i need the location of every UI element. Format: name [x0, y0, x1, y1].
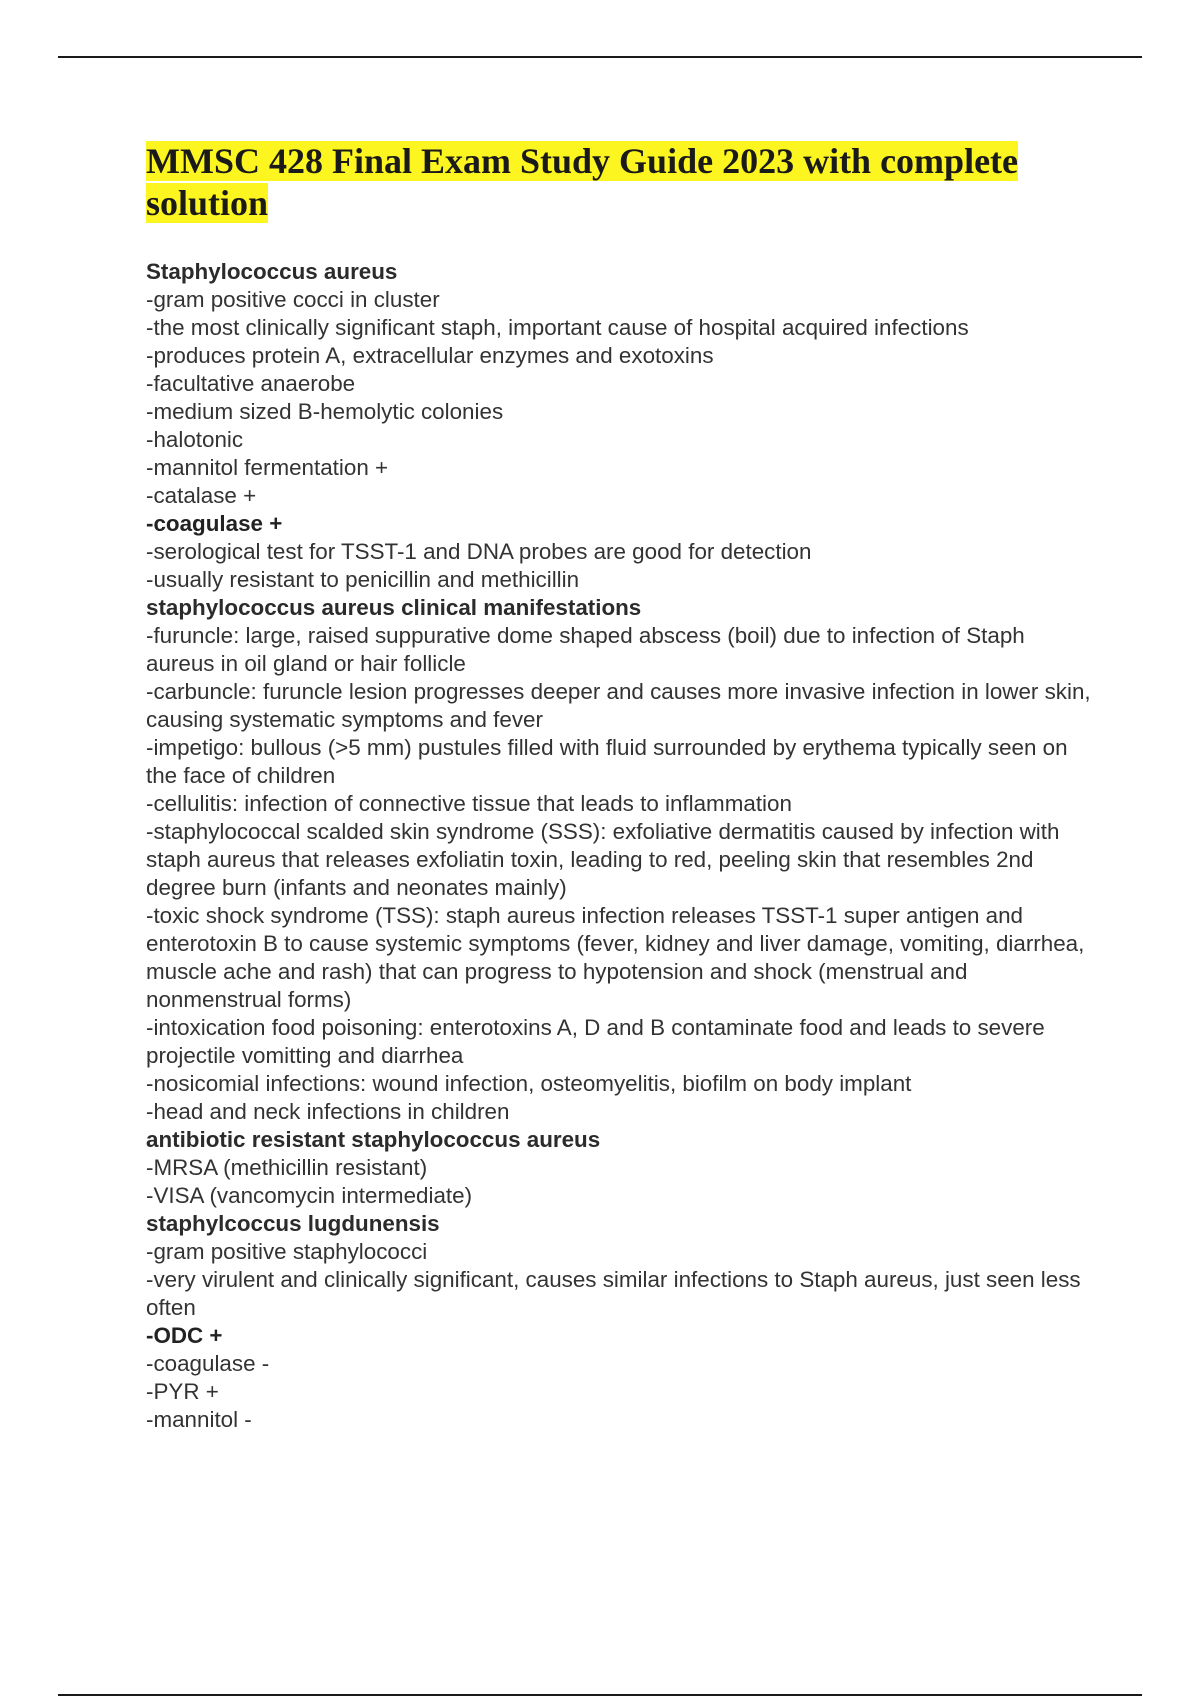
note-line: -nosicomial infections: wound infection, osteomyelitis, biofilm on body implant: [146, 1071, 912, 1096]
note-line: -MRSA (methicillin resistant): [146, 1155, 428, 1180]
note-line: -halotonic: [146, 427, 244, 452]
note-line: -intoxication food poisoning: enterotoxins A, D and B contaminate food and leads to severe projectile vomitting and diarrhea: [146, 1015, 1045, 1068]
document-title: [146, 140, 1086, 224]
note-line: -usually resistant to penicillin and methicillin: [146, 567, 580, 592]
section-heading: Staphylococcus aureus: [146, 259, 398, 284]
section-heading: antibiotic resistant staphylococcus aureus: [146, 1127, 601, 1152]
note-line: -catalase +: [146, 483, 257, 508]
section-heading: staphylococcus aureus clinical manifestations: [146, 595, 642, 620]
note-line: -gram positive cocci in cluster: [146, 287, 440, 312]
note-line: -serological test for TSST-1 and DNA probes are good for detection: [146, 539, 812, 564]
note-line: -mannitol -: [146, 1407, 252, 1432]
note-line: -mannitol fermentation +: [146, 455, 389, 480]
note-line: -head and neck infections in children: [146, 1099, 510, 1124]
note-line: -very virulent and clinically significant, causes similar infections to Staph aureus, just seen less often: [146, 1267, 1081, 1320]
note-line: -medium sized B-hemolytic colonies: [146, 399, 504, 424]
section-heading: staphylcoccus lugdunensis: [146, 1211, 440, 1236]
note-line: -produces protein A, extracellular enzymes and exotoxins: [146, 343, 714, 368]
document-body: [146, 258, 1096, 1434]
note-line: -ODC +: [146, 1323, 223, 1348]
top-rule: [58, 56, 1142, 58]
note-line: -cellulitis: infection of connective tissue that leads to inflammation: [146, 791, 792, 816]
note-line: -furuncle: large, raised suppurative dome shaped abscess (boil) due to infection of Staph aureus in oil gland or hair follicle: [146, 623, 1025, 676]
note-line: -toxic shock syndrome (TSS): staph aureus infection releases TSST-1 super antigen and enterotoxin B to cause systemic symptoms (fever, kidney and liver damage, vomiting, diarrhea, muscle ache and rash) that can progress to hypotension and shock (menstrual and nonmenstrual forms): [146, 903, 1085, 1012]
note-line: -VISA (vancomycin intermediate): [146, 1183, 473, 1208]
note-line: -impetigo: bullous (>5 mm) pustules filled with fluid surrounded by erythema typically seen on the face of children: [146, 735, 1068, 788]
note-line: -coagulase -: [146, 1351, 270, 1376]
note-line: -staphylococcal scalded skin syndrome (SSS): exfoliative dermatitis caused by infection with staph aureus that releases exfoliatin toxin, leading to red, peeling skin that resembles 2nd degree burn (infants and neonates mainly): [146, 819, 1060, 900]
note-line: -PYR +: [146, 1379, 219, 1404]
note-line: -carbuncle: furuncle lesion progresses deeper and causes more invasive infection in lower skin, causing systematic symptoms and fever: [146, 679, 1091, 732]
note-line: -facultative anaerobe: [146, 371, 356, 396]
note-line: -coagulase +: [146, 511, 283, 536]
document-title-text: MMSC 428 Final Exam Study Guide 2023 with complete solution: [146, 141, 1019, 223]
bottom-rule: [58, 1694, 1142, 1696]
note-line: -gram positive staphylococci: [146, 1239, 428, 1264]
note-line: -the most clinically significant staph, important cause of hospital acquired infections: [146, 315, 969, 340]
